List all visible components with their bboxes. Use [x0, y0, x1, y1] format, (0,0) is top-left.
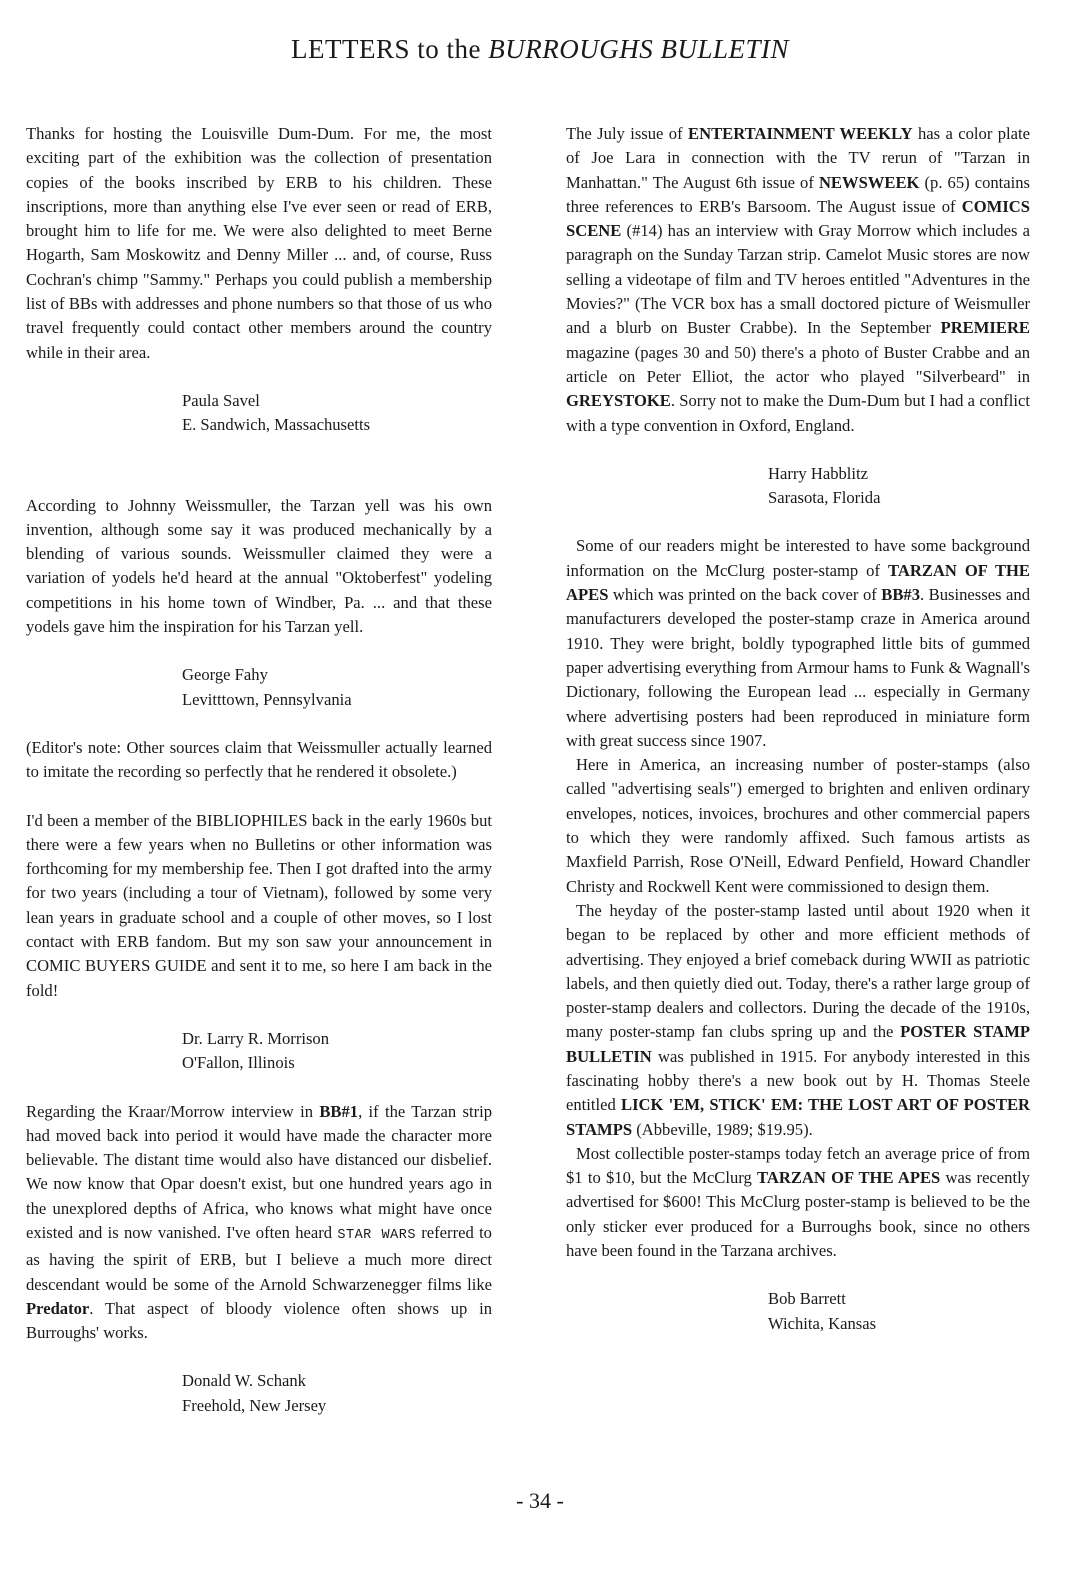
letter-barrett-para-3: The heyday of the poster-stamp lasted until about 1920 when it began to be replaced by other and more efficient methods of advertising. They enjoyed a brief comeback during WWII as patriotic labels, and then quietly died out. Today, there's a rather large group of poster-stamp dealers and collectors. During the decade of the 1910s, many poster-stamp fan clubs spring up and the POSTER STAMP BULLETIN was published in 1915. For anybody interested in this fascinating hobby there's a new book out by H. Thomas Steele entitled LICK 'EM, STICK' EM: THE LOST ART OF POSTER STAMPS (Abbeville, 1989; $19.95).	[566, 900, 1030, 1139]
signer-location: E. Sandwich, Massachusetts	[182, 415, 371, 435]
signature-savel	[182, 389, 492, 438]
signer-location: Freehold, New Jersey	[182, 1395, 327, 1415]
signer-location: Sarasota, Florida	[768, 488, 881, 508]
signer-name: Donald W. Schank	[182, 1371, 306, 1391]
bold-ref: GREYSTOKE	[566, 391, 671, 411]
bold-ref: POSTER STAMP BULLETIN	[566, 1022, 1030, 1066]
bold-ref: BB#1	[319, 1101, 359, 1121]
page-number: - 34 -	[516, 1488, 564, 1513]
bold-ref: NEWSWEEK	[818, 172, 920, 192]
signature-barrett	[768, 1287, 1030, 1336]
letter-barrett-para-2: Here in America, an increasing number of poster-stamps (also called "advertising seals") emerged to brighten and enliven ordinary envelopes, notices, invoices, brochures and other commercial papers to which they were randomly affixed. Such famous artists as Maxfield Parrish, Rose O'Neill, Edward Penfield, Howard Chandler Christy and Rockwell Kent were commissioned to design them.	[566, 755, 1030, 896]
signature-fahy	[182, 663, 492, 712]
signer-location: Levitttown, Pennsylvania	[182, 689, 352, 709]
letter-barrett-para-1: Some of our readers might be interested to have some background information on the McClurg poster-stamp of TARZAN OF THE APES which was printed on the back cover of BB#3. Businesses and manufacturers developed the poster-stamp craze in America around 1910. They were bright, boldly typographed little bits of gummed paper advertising everything from Armour hams to Funk & Wagnall's Dictionary, following the European lead ... especially in Germany where advertising posters had been reproduced in miniature form with great success since 1907.	[566, 536, 1030, 750]
right-column	[566, 122, 1030, 1336]
bold-ref: Predator	[26, 1298, 90, 1318]
title-italic: BURROUGHS BULLETIN	[488, 34, 789, 64]
signature-morrison	[182, 1027, 492, 1076]
signature-habblitz	[768, 462, 1030, 511]
bold-ref: LICK 'EM, STICK' EM: THE LOST ART OF POSTER STAMPS	[566, 1095, 1030, 1139]
letter-savel-body: Thanks for hosting the Louisville Dum-Dum. For me, the most exciting part of the exhibition was the collection of presentation copies of the books inscribed by ERB to his children. These inscriptions, more than anything else I've ever seen or read of ERB, brought him to life for me. We were also delighted to meet Berne Hogarth, Sam Moskowitz and Denny Miller ... and, of course, Russ Cochran's chimp "Sammy." Perhaps you could publish a membership list of BBs with addresses and phone numbers so that those of us who travel frequently could contact other members around the country while in their area.	[26, 124, 492, 362]
left-column	[26, 122, 492, 1418]
bold-ref: TARZAN OF THE APES	[566, 560, 1030, 605]
bold-ref: PREMIERE	[940, 318, 1030, 338]
signer-location: O'Fallon, Illinois	[182, 1053, 295, 1073]
signer-location: Wichita, Kansas	[768, 1313, 877, 1333]
mono-title: STAR WARS	[337, 1227, 416, 1243]
title-plain: LETTERS to the	[291, 34, 481, 64]
letter-habblitz-body: The July issue of ENTERTAINMENT WEEKLY has a color plate of Joe Lara in connection with the TV rerun of "Tarzan in Manhattan." The August 6th issue of NEWSWEEK (p. 65) contains three references to ERB's Barsoom. The August issue of COMICS SCENE (#14) has an interview with Gray Morrow which includes a paragraph on the Sunday Tarzan strip. Camelot Music stores are now selling a videotape of film and TV heroes entitled "Adventures in the Movies?" (The VCR box has a small doctored picture of Weismuller and a blurb on Buster Crabbe). In the September PREMIERE magazine (pages 30 and 50) there's a photo of Buster Crabbe and an article on Peter Elliot, the actor who played "Silverbeard" in GREYSTOKE. Sorry not to make the Dum-Dum but I had a conflict with a type convention in Oxford, England.	[566, 124, 1031, 435]
signer-name: Harry Habblitz	[768, 463, 868, 483]
letter-schank-body: Regarding the Kraar/Morrow interview in BB#1, if the Tarzan strip had moved back into period it would have made the character more believable. The distant time would also have distanced our disbelief. We now know that Opar doesn't exist, but one hundred years ago in the unexplored depths of Africa, who knows what might have once existed and is now vanished. I've often heard STAR WARS referred to as having the spirit of ERB, but I believe a much more direct descendant would be some of the Arnold Schwarzenegger films like Predator. That aspect of bloody violence often shows up in Burroughs' works.	[26, 1101, 492, 1343]
signer-name: Bob Barrett	[768, 1289, 846, 1309]
bold-ref: COMICS SCENE	[566, 196, 1030, 241]
letter-morrison-body: I'd been a member of the BIBLIOPHILES back in the early 1960s but there were a few years when no Bulletins or other information was forthcoming for my membership fee. Then I got drafted into the army for two years (including a tour of Vietnam), followed by some very lean years in graduate school and a couple of other moves, so I lost contact with ERB fandom. But my son saw your announcement in COMIC BUYERS GUIDE and sent it to me, so here I am back in the fold!	[26, 810, 492, 1000]
editor-note: (Editor's note: Other sources claim that Weissmuller actually learned to imitate the recording so perfectly that he rendered it obsolete.)	[26, 737, 492, 782]
bold-ref: TARZAN OF THE APES	[757, 1168, 941, 1188]
bold-ref: ENTERTAINMENT WEEKLY	[688, 124, 913, 143]
signer-name: Paula Savel	[182, 390, 260, 410]
signer-name: George Fahy	[182, 665, 268, 685]
letter-fahy-body: According to Johnny Weissmuller, the Tarzan yell was his own invention, although some say it was produced mechanically by a blending of various sounds. Weissmuller claimed they were a variation of yodels he'd heard at the annual "Oktoberfest" yodeling competitions in his home town of Windber, Pa. ... and that these yodels gave him the inspiration for his Tarzan yell.	[26, 495, 492, 637]
page-title	[0, 34, 1080, 65]
bold-ref: BB#3	[881, 585, 921, 605]
letter-barrett-para-4: Most collectible poster-stamps today fetch an average price of from $1 to $10, but the McClurg TARZAN OF THE APES was recently advertised for $600! This McClurg poster-stamp is believed to be the only sticker ever produced for a Burroughs book, since no others have been found in the Tarzana archives.	[566, 1143, 1030, 1261]
signer-name: Dr. Larry R. Morrison	[182, 1028, 330, 1048]
signature-schank	[182, 1369, 492, 1418]
